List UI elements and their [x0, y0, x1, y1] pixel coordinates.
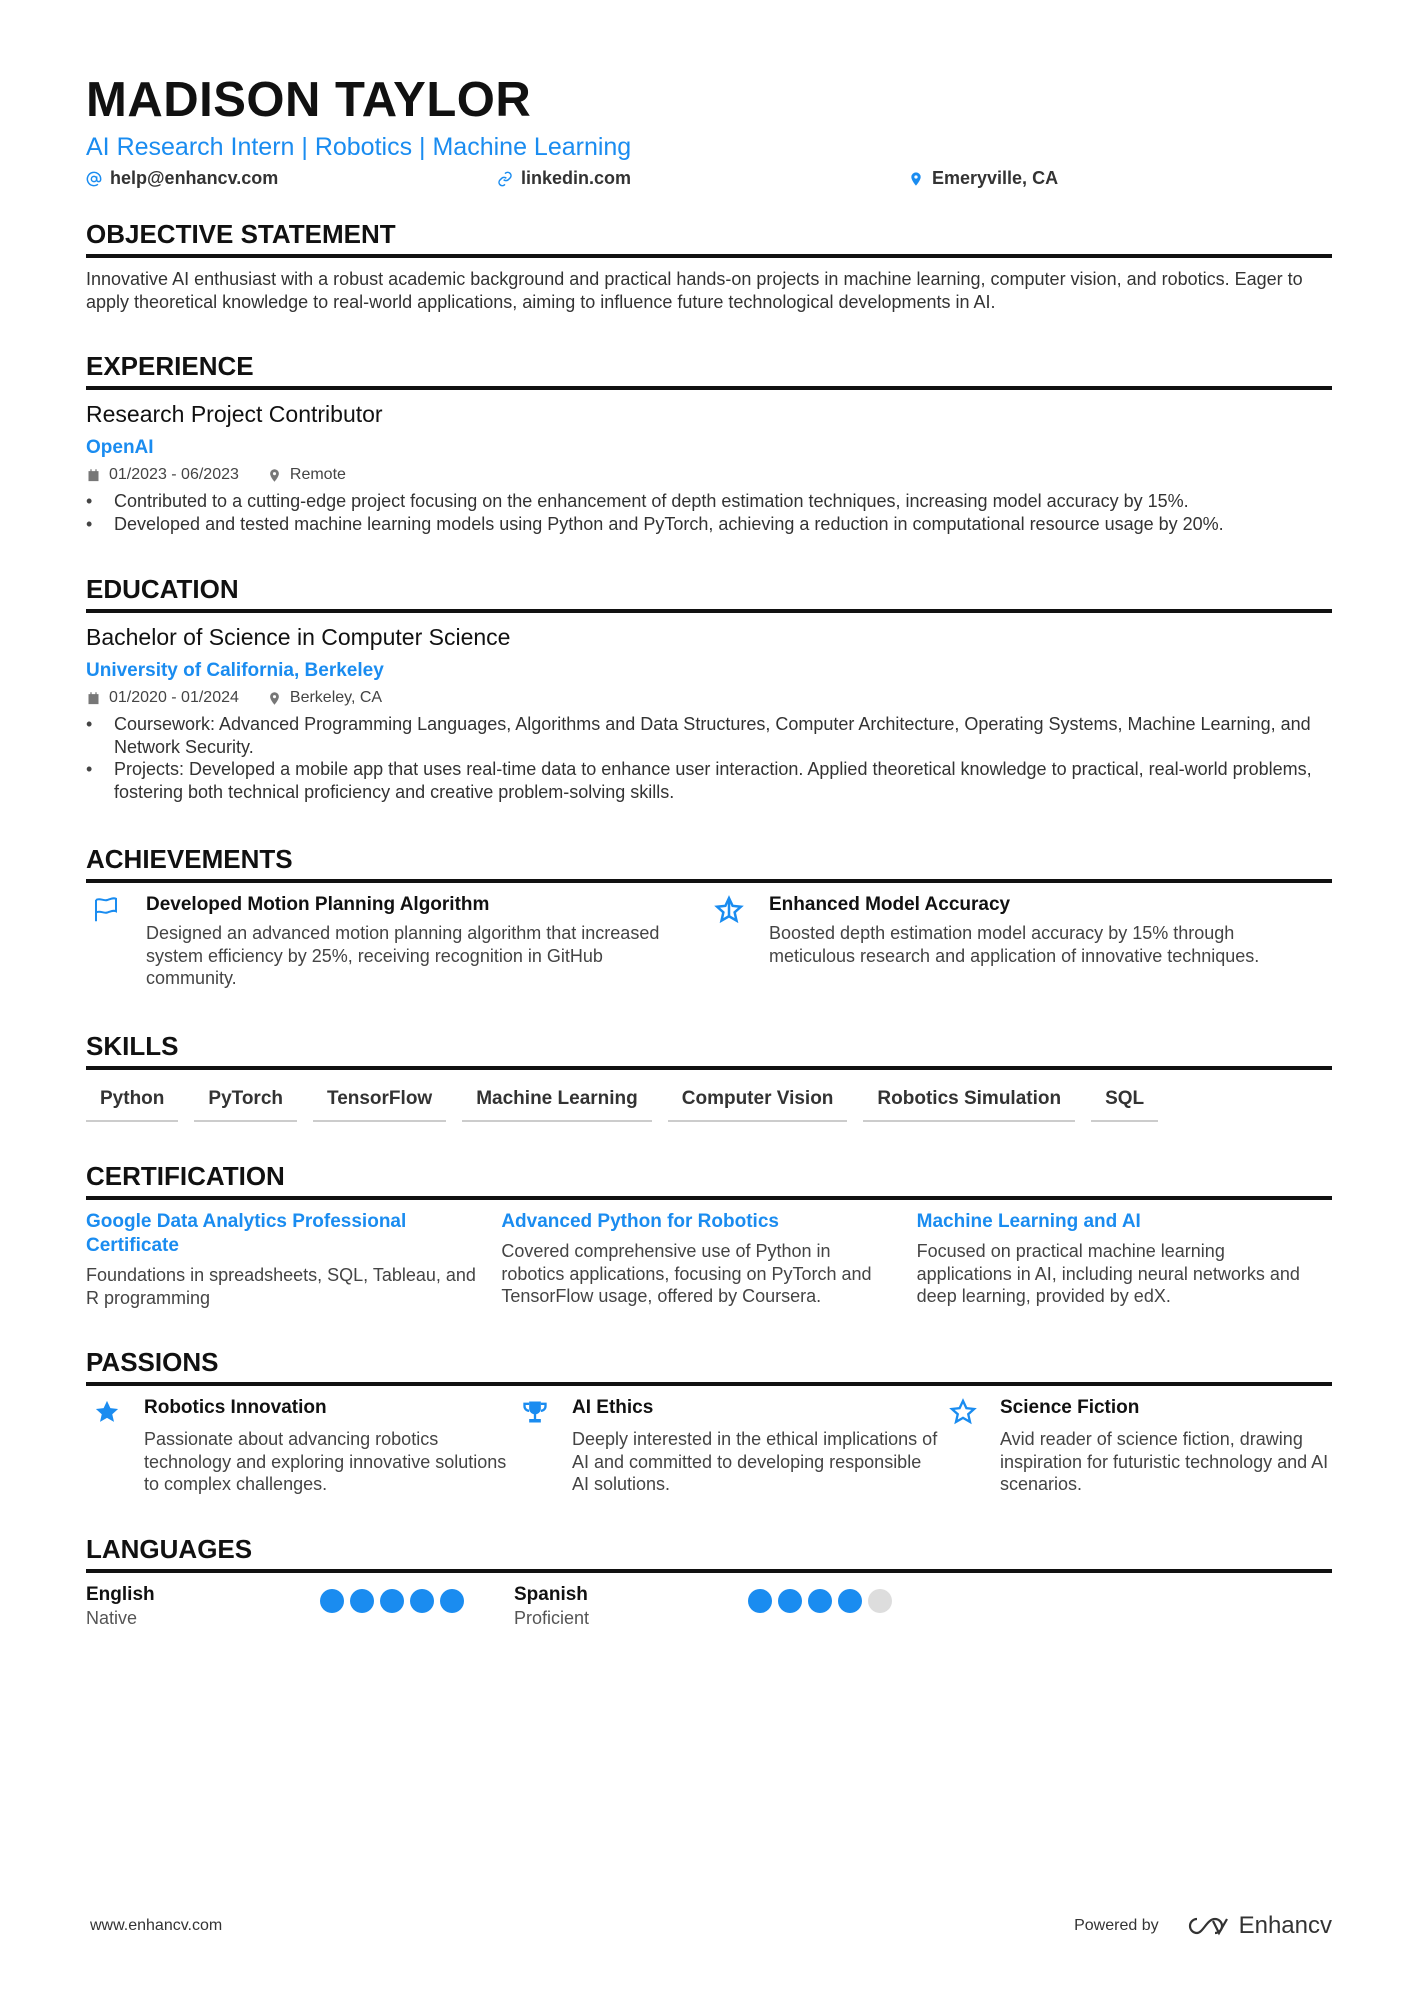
- achievement-item: [709, 893, 1332, 990]
- trophy-icon: [521, 1398, 549, 1426]
- headline: AI Research Intern | Robotics | Machine Learning: [86, 133, 632, 161]
- degree: Bachelor of Science in Computer Science: [86, 624, 511, 650]
- star-outline-icon: [949, 1398, 977, 1426]
- location-pin-icon: [267, 468, 282, 483]
- education-dates: [86, 689, 239, 707]
- section-title-certification: CERTIFICATION: [86, 1161, 285, 1191]
- objective-section: [86, 218, 1332, 314]
- certification-item: [917, 1210, 1332, 1309]
- page-footer: [90, 1912, 1332, 1940]
- passion-item: [514, 1396, 942, 1496]
- section-title-skills: SKILLS: [86, 1031, 179, 1061]
- list-item: • Developed and tested machine learning models using Python and PyTorch, achieving a reduction in computational resource usage by 20%.: [86, 513, 1332, 536]
- passion-title: AI Ethics: [572, 1397, 654, 1418]
- skill-tag: Computer Vision: [668, 1082, 848, 1122]
- section-title-education: EDUCATION: [86, 574, 239, 604]
- achievements-section: [86, 843, 1332, 990]
- section-divider: [86, 1569, 1332, 1573]
- rating-dot-filled: [320, 1589, 344, 1613]
- passion-title: Science Fiction: [1000, 1397, 1140, 1418]
- passions-section: [86, 1346, 1332, 1496]
- enhancv-logo-icon: [1183, 1915, 1231, 1937]
- rating-dot-filled: [350, 1589, 374, 1613]
- language-rating: [320, 1583, 464, 1629]
- achievement-title: Developed Motion Planning Algorithm: [146, 894, 490, 915]
- job-location: [267, 466, 346, 484]
- location-pin-icon: [908, 171, 924, 187]
- footer-url[interactable]: www.enhancv.com: [90, 1917, 223, 1934]
- skill-tag: TensorFlow: [313, 1082, 446, 1122]
- passion-desc: Deeply interested in the ethical implications of AI and committed to developing responsible AI solutions.: [572, 1429, 938, 1494]
- achievement-title: Enhanced Model Accuracy: [769, 894, 1011, 915]
- job-dates-text: 01/2023 - 06/2023: [109, 466, 239, 483]
- skill-tag: Python: [86, 1082, 178, 1122]
- skill-tag: Machine Learning: [462, 1082, 652, 1122]
- passion-item: [86, 1396, 514, 1496]
- list-item: • Projects: Developed a mobile app that uses real-time data to enhance user interaction. Applied theoretical knowledge to practical, real-world problems, fostering both technical proficiency and creative problem-solving skills.: [86, 758, 1332, 803]
- education-location-text: Berkeley, CA: [289, 689, 383, 706]
- passion-desc: Passionate about advancing robotics technology and exploring innovative solutions to complex challenges.: [144, 1429, 507, 1494]
- languages-section: [86, 1533, 1332, 1629]
- rating-dot-filled: [410, 1589, 434, 1613]
- education-bullets: [86, 713, 1332, 803]
- education-location: [267, 689, 382, 707]
- certification-title: Google Data Analytics Professional Certificate: [86, 1211, 407, 1256]
- rating-dot-filled: [838, 1589, 862, 1613]
- list-item: • Contributed to a cutting-edge project focusing on the enhancement of depth estimation techniques, increasing model accuracy by 15%.: [86, 490, 1332, 513]
- job-location-text: Remote: [289, 466, 346, 483]
- objective-text: Innovative AI enthusiast with a robust academic background and practical hands-on projects in machine learning, computer vision, and robotics. Eager to apply theoretical knowledge to real-world applications, aiming to influence future technological developments in AI.: [86, 269, 1303, 312]
- education-section: [86, 573, 1332, 803]
- rating-dot-filled: [778, 1589, 802, 1613]
- certification-desc: Covered comprehensive use of Python in robotics applications, focusing on PyTorch and TensorFlow usage, offered by Coursera.: [501, 1241, 872, 1306]
- language-name: English: [86, 1584, 155, 1605]
- language-level: Proficient: [514, 1608, 590, 1628]
- certification-desc: Focused on practical machine learning applications in AI, including neural networks and deep learning, provided by edX.: [916, 1241, 1300, 1306]
- language-item: [86, 1583, 514, 1629]
- passion-item: [942, 1396, 1370, 1496]
- job-title: Research Project Contributor: [86, 401, 383, 427]
- passions-grid: [86, 1396, 1332, 1496]
- contact-location: [908, 168, 1319, 189]
- rating-dot-empty: [868, 1589, 892, 1613]
- section-divider: [86, 254, 1332, 258]
- language-item: [514, 1583, 942, 1629]
- brand-logo[interactable]: [1183, 1912, 1332, 1940]
- education-meta: [86, 689, 1332, 707]
- section-title-passions: PASSIONS: [86, 1347, 219, 1377]
- education-dates-text: 01/2020 - 01/2024: [109, 689, 239, 706]
- passion-title: Robotics Innovation: [144, 1397, 327, 1418]
- section-divider: [86, 386, 1332, 390]
- certification-section: [86, 1160, 1332, 1309]
- skill-tag: Robotics Simulation: [863, 1082, 1075, 1122]
- calendar-icon: [86, 691, 101, 706]
- list-item: • Coursework: Advanced Programming Languages, Algorithms and Data Structures, Computer Architecture, Operating Systems, Machine Learning, and Network Security.: [86, 713, 1332, 758]
- skills-list: [86, 1082, 1332, 1122]
- skill-tag: PyTorch: [194, 1082, 297, 1122]
- skills-section: [86, 1030, 1332, 1122]
- achievements-grid: [86, 893, 1332, 990]
- section-divider: [86, 1066, 1332, 1070]
- powered-by-text: Powered by: [1074, 1917, 1159, 1934]
- linkedin-text: linkedin.com: [521, 168, 632, 188]
- certification-title: Advanced Python for Robotics: [501, 1211, 779, 1232]
- resume-header: [86, 72, 1332, 189]
- section-divider: [86, 609, 1332, 613]
- certification-desc: Foundations in spreadsheets, SQL, Tableau, and R programming: [86, 1265, 476, 1308]
- email-text: help@enhancv.com: [110, 168, 279, 188]
- star-icon: [714, 895, 744, 925]
- location-pin-icon: [267, 691, 282, 706]
- certification-item: [501, 1210, 916, 1309]
- rating-dot-filled: [440, 1589, 464, 1613]
- link-icon: [497, 171, 513, 187]
- candidate-name: MADISON TAYLOR: [86, 73, 532, 127]
- job-meta: [86, 466, 1332, 484]
- skill-tag: SQL: [1091, 1082, 1158, 1122]
- company-name: OpenAI: [86, 437, 154, 458]
- at-icon: [86, 171, 102, 187]
- achievement-desc: Boosted depth estimation model accuracy by 15% through meticulous research and application of innovative techniques.: [769, 923, 1260, 966]
- language-rating: [748, 1583, 892, 1629]
- language-level: Native: [86, 1608, 138, 1628]
- contact-row: [86, 168, 1332, 189]
- location-text: Emeryville, CA: [932, 168, 1059, 188]
- job-bullets: [86, 490, 1332, 535]
- section-divider: [86, 1196, 1332, 1200]
- certification-item: [86, 1210, 501, 1309]
- brand-name: Enhancv: [1238, 1912, 1332, 1939]
- contact-email[interactable]: [86, 168, 497, 189]
- achievement-item: [86, 893, 709, 990]
- powered-by: [1074, 1912, 1332, 1940]
- achievement-desc: Designed an advanced motion planning algorithm that increased system efficiency by 25%, receiving recognition in GitHub community.: [146, 923, 660, 988]
- calendar-icon: [86, 468, 101, 483]
- school-name: University of California, Berkeley: [86, 660, 384, 681]
- passion-desc: Avid reader of science fiction, drawing inspiration for futuristic technology and AI scenarios.: [1000, 1429, 1329, 1494]
- rating-dot-filled: [748, 1589, 772, 1613]
- section-title-experience: EXPERIENCE: [86, 351, 254, 381]
- certification-title: Machine Learning and AI: [916, 1211, 1141, 1232]
- rating-dot-filled: [808, 1589, 832, 1613]
- language-name: Spanish: [514, 1584, 588, 1605]
- section-title-achievements: ACHIEVEMENTS: [86, 844, 293, 874]
- job-dates: [86, 466, 239, 484]
- rating-dot-filled: [380, 1589, 404, 1613]
- section-divider: [86, 1382, 1332, 1386]
- section-title-languages: LANGUAGES: [86, 1534, 253, 1564]
- contact-linkedin[interactable]: [497, 168, 908, 189]
- certification-grid: [86, 1210, 1332, 1309]
- section-title-objective: OBJECTIVE STATEMENT: [86, 219, 396, 249]
- experience-section: [86, 350, 1332, 535]
- languages-grid: [86, 1583, 1332, 1629]
- star-filled-icon: [93, 1398, 121, 1426]
- flag-icon: [91, 895, 121, 925]
- section-divider: [86, 879, 1332, 883]
